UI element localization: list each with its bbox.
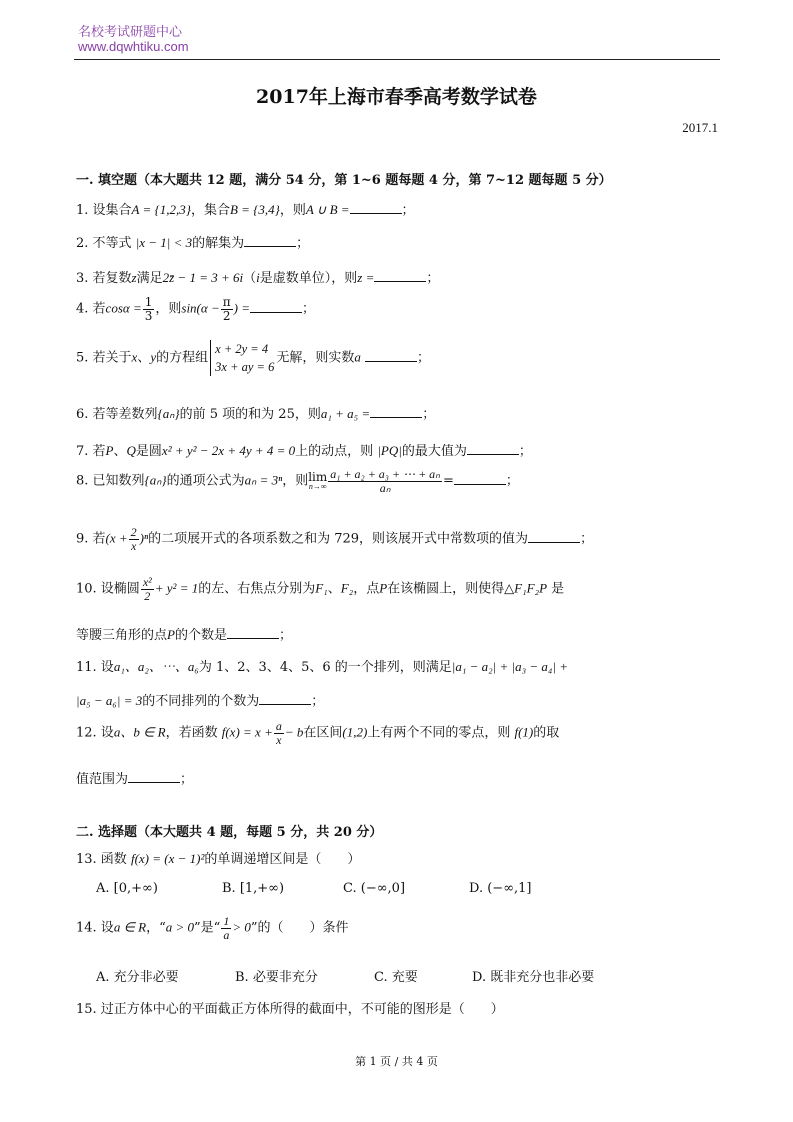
question-1: 1. 设集合A = {1,2,3}，集合B = {3,4}，则A ∪ B = ； bbox=[76, 202, 415, 218]
section-1-heading: 一. 填空题（本大题共 12 题，满分 54 分，第 1~6 题每题 4 分，第 7~12 题每题 5 分） bbox=[76, 173, 612, 188]
fraction: $\frac{2}{x}$ bbox=[130, 525, 137, 553]
option-d[interactable]: D. (−∞,1] bbox=[469, 881, 532, 896]
exam-date: 2017.1 bbox=[682, 120, 718, 135]
question-14: 14. 设a ∈ R，“a > 0”是“ $\frac{1}{a}$ > 0”的（ ）条件 bbox=[76, 914, 349, 942]
fraction: $\frac{\text{a₁ + a₂ + a₃ + ⋯ + aₙ}}{\text{aₙ}}$ bbox=[330, 467, 440, 495]
limit-operator: lim n→∞ bbox=[308, 470, 328, 492]
question-10: 10. 设椭圆 $\frac{\text{x²}}{2}$ + y² = 1的左、右焦点分别为F₁、F₂，点P在该椭圆上，则使得△F₁F₂P 是 bbox=[76, 575, 565, 603]
question-13: 13. 函数 f(x) = (x − 1)²的单调递增区间是（ ） bbox=[76, 851, 361, 867]
answer-blank[interactable] bbox=[128, 771, 180, 783]
question-5: 5. 若关于x、y的方程组 x + 2y = 4 3x + ay = 6 无解，则实数a ； bbox=[76, 340, 726, 376]
section-2-heading: 二. 选择题（本大题共 4 题，每题 5 分，共 20 分） bbox=[76, 825, 383, 840]
answer-blank[interactable] bbox=[467, 443, 519, 455]
answer-blank[interactable] bbox=[528, 531, 580, 543]
option-c[interactable]: C. 充要 bbox=[374, 970, 418, 985]
fraction: $\frac{\pi}{2}$ bbox=[222, 295, 231, 323]
question-9: 9. 若(x + $\frac{2}{x}$ )ⁿ的二项展开式的各项系数之和为 729，则该展开式中常数项的值为 ； bbox=[76, 525, 594, 553]
question-3: 3. 若复数z满足2z̄ − 1 = 3 + 6i（i是虚数单位），则z = ； bbox=[76, 270, 440, 286]
question-7: 7. 若P、Q是圆x² + y² − 2x + 4y + 4 = 0上的动点，则 |PQ|的最大值为 ； bbox=[76, 443, 532, 459]
question-2: 2. 不等式 |x − 1| < 3的解集为 ； bbox=[76, 235, 310, 251]
header-org: 名校考试研题中心 bbox=[78, 25, 183, 40]
question-12: 12. 设a、b ∈ R，若函数 f(x) = x + $\frac{a}{x}$ − b在区间(1,2)上有两个不同的零点，则 f(1)的取 bbox=[76, 719, 560, 747]
question-6: 6. 若等差数列{aₙ}的前 5 项的和为 25，则a₁ + a₅ = ； bbox=[76, 406, 436, 422]
question-11-continued: |a₅ − a₆| = 3的不同排列的个数为 ； bbox=[76, 693, 325, 709]
fraction: $\frac{\text{x²}}{2}$ bbox=[142, 575, 152, 603]
question-14-options bbox=[96, 966, 594, 985]
header-url[interactable]: www.dqwhtiku.com bbox=[78, 39, 189, 54]
question-4: 4. 若cosα = $\frac{1}{3}$ ，则sin(α − $\frac{\pi}{2}$ ) = ； bbox=[76, 295, 316, 323]
fraction: $\frac{a}{x}$ bbox=[275, 719, 282, 747]
question-11: 11. 设a₁、a₂、⋯、a₆为 1、2、3、4、5、6 的一个排列，则满足|a₁ − a₂| + |a₃ − a₄| + bbox=[76, 659, 568, 675]
fraction: $\frac{1}{a}$ bbox=[223, 914, 230, 942]
option-b[interactable]: B. 必要非充分 bbox=[235, 970, 318, 985]
answer-blank[interactable] bbox=[454, 473, 506, 485]
page-title: 2017年上海市春季高考数学试卷 bbox=[256, 86, 537, 108]
header-divider bbox=[74, 59, 720, 60]
answer-blank[interactable] bbox=[350, 202, 402, 214]
answer-blank[interactable] bbox=[370, 406, 422, 418]
option-d[interactable]: D. 既非充分也非必要 bbox=[472, 970, 595, 985]
answer-blank[interactable] bbox=[227, 627, 279, 639]
question-13-options bbox=[96, 881, 532, 896]
answer-blank[interactable] bbox=[250, 301, 302, 313]
option-a[interactable]: A. [0,+∞) bbox=[96, 881, 158, 896]
option-b[interactable]: B. [1,+∞) bbox=[222, 881, 285, 896]
answer-blank[interactable] bbox=[365, 350, 417, 362]
answer-blank[interactable] bbox=[259, 693, 311, 705]
page-footer: 第 1 页 / 共 4 页 bbox=[355, 1055, 438, 1068]
question-8: 8. 已知数列{aₙ}的通项公式为aₙ = 3ⁿ，则lim n→∞ $\frac{\text{a₁ + a₂ + a₃ + ⋯ + aₙ}}{\text{aₙ}}$ = ； bbox=[76, 467, 519, 495]
question-10-continued: 等腰三角形的点P的个数是 ； bbox=[76, 627, 292, 643]
answer-blank[interactable] bbox=[244, 235, 296, 247]
question-12-continued: 值范围为 ； bbox=[76, 772, 194, 787]
option-c[interactable]: C. (−∞,0] bbox=[343, 881, 406, 896]
answer-blank[interactable] bbox=[374, 270, 426, 282]
question-15: 15. 过正方体中心的平面截正方体所得的截面中，不可能的图形是（ ） bbox=[76, 1002, 504, 1017]
option-a[interactable]: A. 充分非必要 bbox=[96, 970, 179, 985]
fraction: $\frac{1}{3}$ bbox=[144, 295, 153, 323]
equation-system: x + 2y = 4 3x + ay = 6 bbox=[210, 340, 274, 376]
